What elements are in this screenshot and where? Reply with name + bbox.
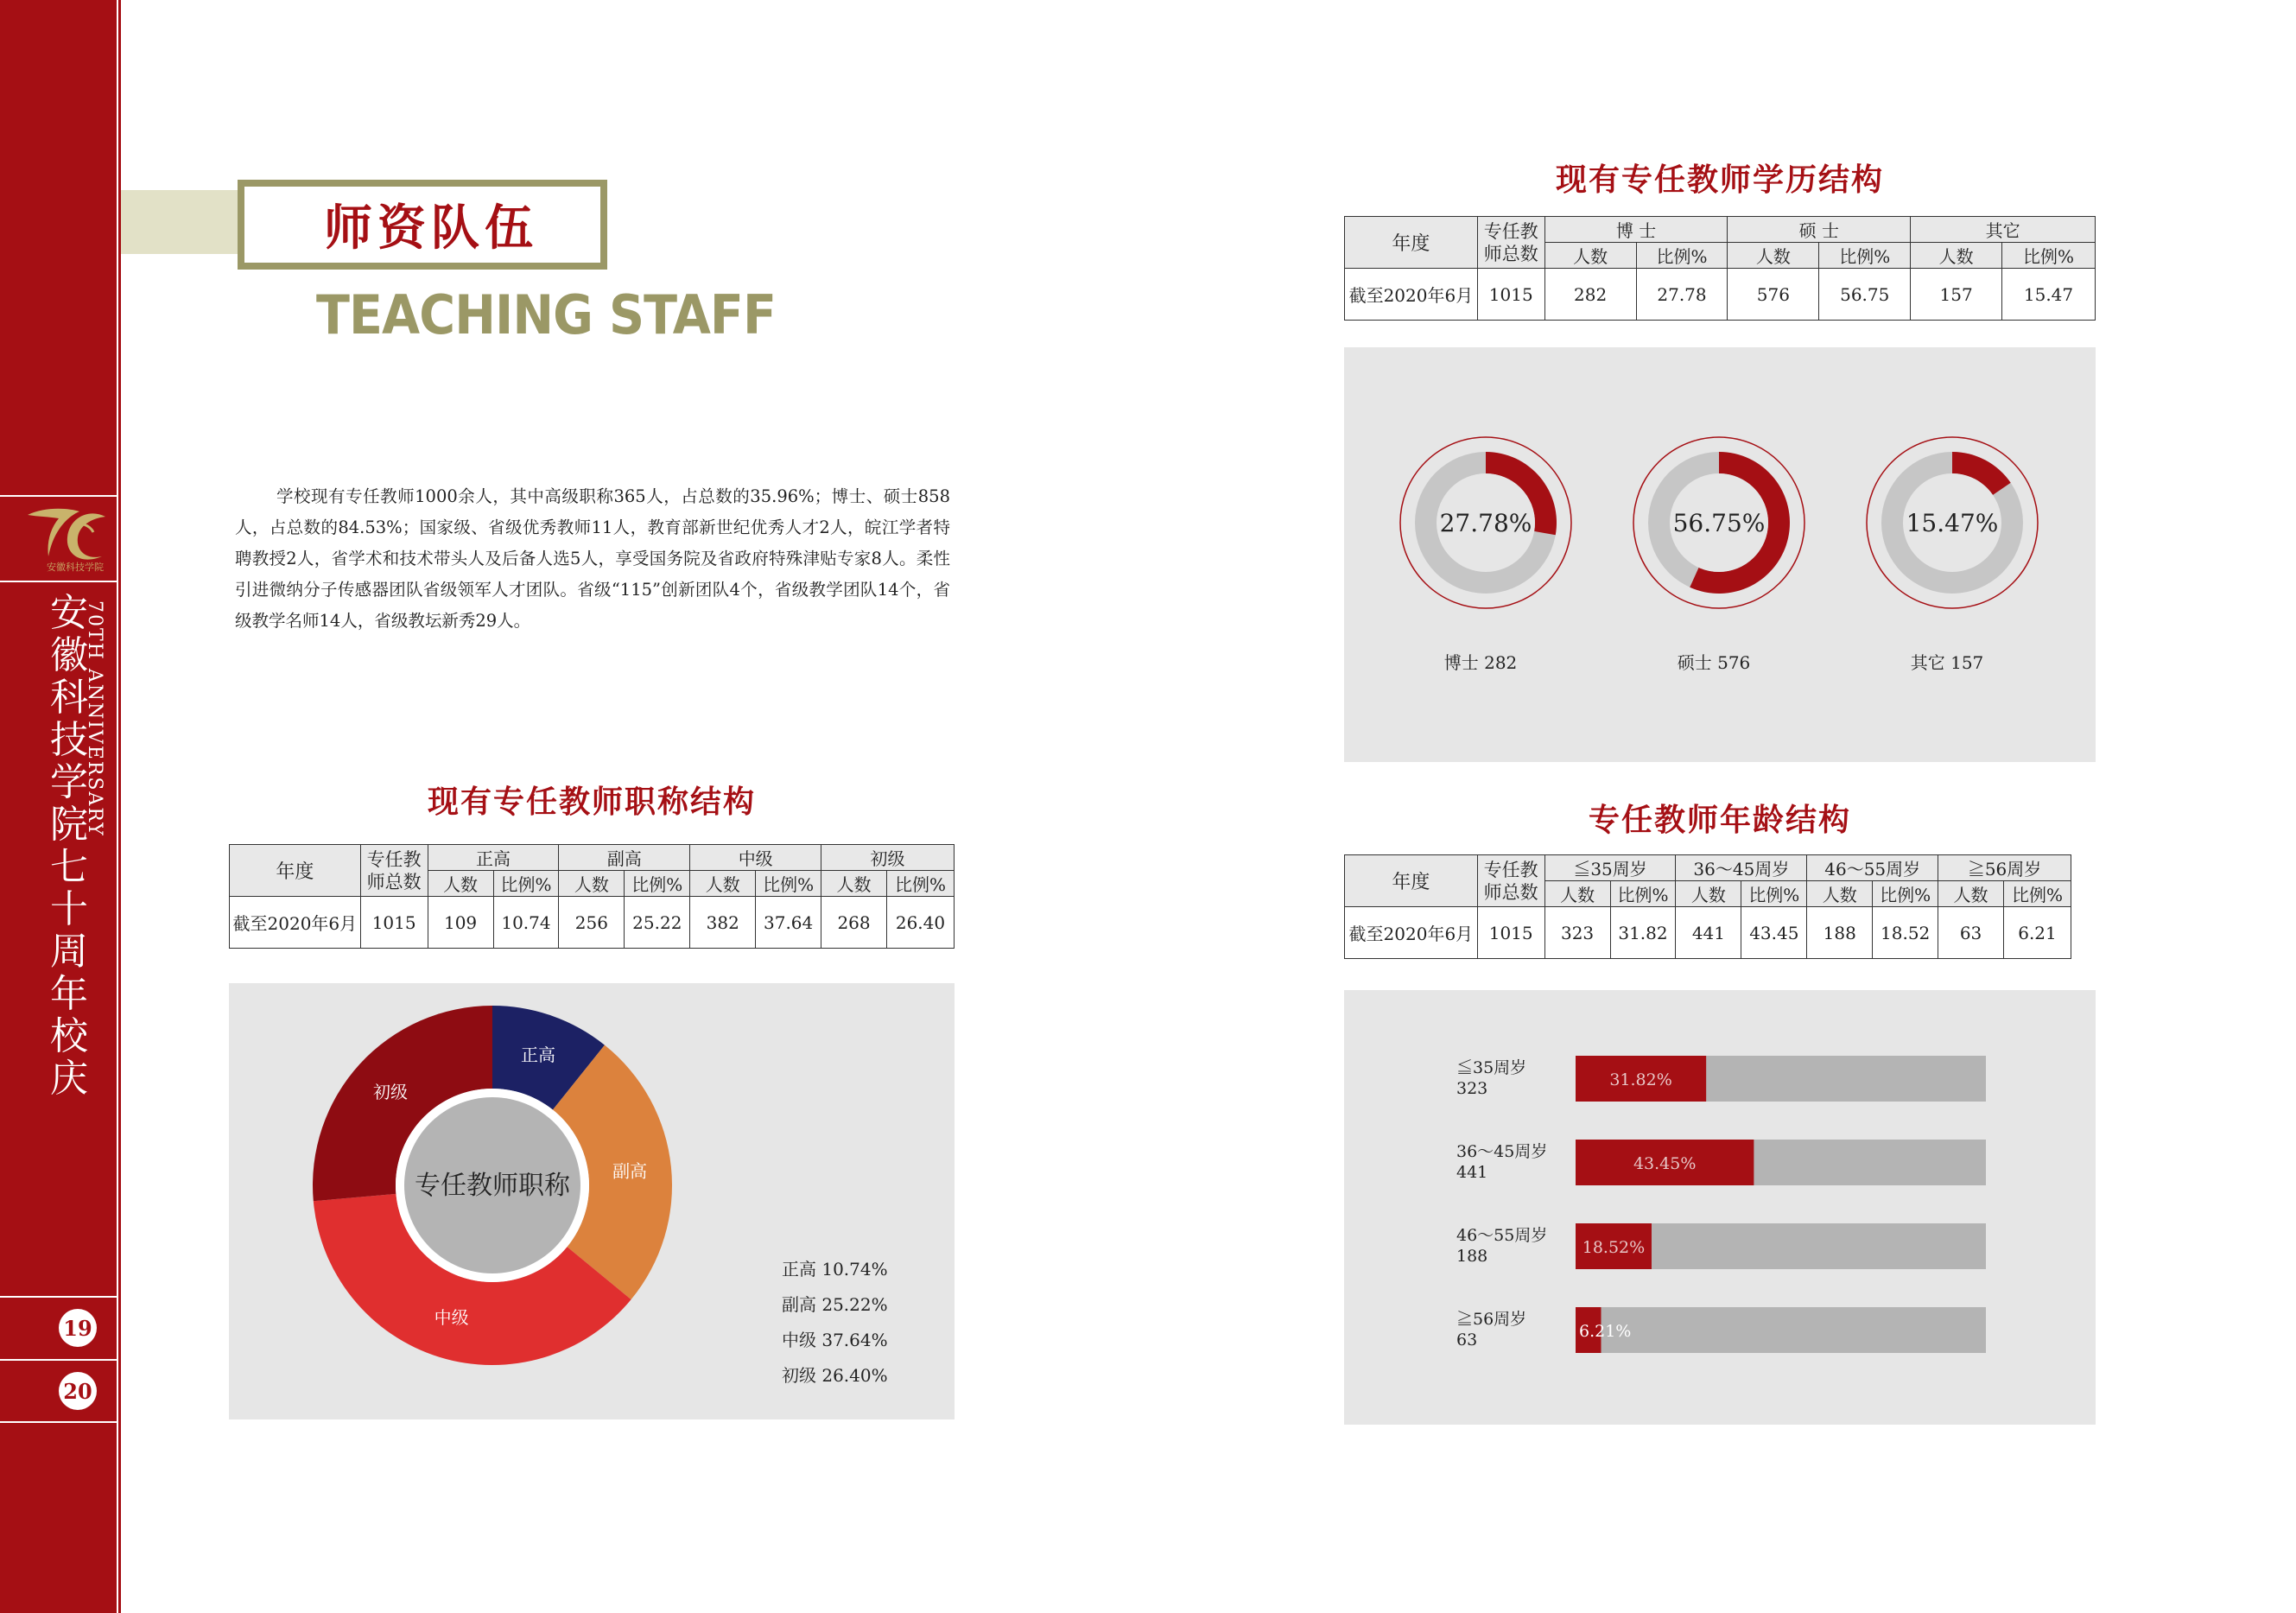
- page-title: 师资队伍: [324, 200, 538, 257]
- cell-ratio: 25.22: [625, 897, 690, 949]
- col-year: 年度: [230, 845, 361, 897]
- cell-ratio: 18.52: [1873, 907, 1938, 959]
- cell-ratio: 56.75: [1819, 269, 1911, 321]
- sub-header-ratio: 比例%: [1873, 881, 1938, 907]
- bar-category-label: ≦35周岁: [1456, 1058, 1527, 1077]
- title-donut-panel: [229, 983, 955, 1419]
- sub-header-count: 人数: [428, 871, 493, 897]
- sub-header-ratio: 比例%: [2002, 243, 2096, 269]
- cell-ratio: 10.74: [493, 897, 559, 949]
- education-donut-panel: [1344, 347, 2096, 762]
- cell-year: 截至2020年6月: [230, 897, 361, 949]
- sub-header-count: 人数: [1728, 243, 1819, 269]
- sub-header-ratio: 比例%: [1610, 881, 1676, 907]
- donut-caption: 其它 157: [1910, 652, 1984, 673]
- cell-count: 109: [428, 897, 493, 949]
- cell-ratio: 26.40: [887, 897, 955, 949]
- donut-caption: 硕士 576: [1677, 652, 1751, 673]
- cell-total: 1015: [1477, 907, 1544, 959]
- header-title-box: [238, 180, 607, 270]
- sub-header-count: 人数: [690, 871, 756, 897]
- sub-header-ratio: 比例%: [1819, 243, 1911, 269]
- sidebar: [0, 0, 117, 1613]
- group-header: 正高: [428, 845, 559, 871]
- title-structure-table: [229, 844, 955, 949]
- bar-value-label: 6.21%: [1579, 1322, 1632, 1341]
- bar-count-label: 441: [1456, 1163, 1488, 1182]
- group-header: 中级: [690, 845, 821, 871]
- cell-count: 268: [821, 897, 887, 949]
- page-title-en: TEACHING STAFF: [316, 283, 777, 346]
- bar-category-label: ≧56周岁: [1456, 1310, 1527, 1329]
- bar-count-label: 188: [1456, 1247, 1488, 1266]
- legend-item: 副高 25.22%: [782, 1294, 888, 1315]
- col-total: 专任教师总数: [360, 845, 428, 897]
- bar-value-label: 18.52%: [1582, 1238, 1646, 1257]
- age-structure-table: [1344, 854, 2071, 959]
- cell-ratio: 43.45: [1741, 907, 1807, 959]
- sub-header-ratio: 比例%: [493, 871, 559, 897]
- bar-category-label: 36～45周岁: [1456, 1142, 1548, 1161]
- sidebar-divider: [0, 1421, 117, 1423]
- sub-header-ratio: 比例%: [625, 871, 690, 897]
- group-header: 其它: [1911, 217, 2096, 243]
- bar-track: [1576, 1307, 1986, 1353]
- sub-header-ratio: 比例%: [756, 871, 821, 897]
- age-bar-panel: [1344, 990, 2096, 1425]
- sub-header-count: 人数: [1938, 881, 2004, 907]
- sub-header-ratio: 比例%: [2003, 881, 2071, 907]
- intro-paragraph: 学校现有专任教师1000余人，其中高级职称365人，占总数的35.96%；博士、硕士858人，占总数的84.53%；国家级、省级优秀教师11人，教育部新世纪优秀人才2人，皖江学者特聘教授2人，省学术和技术带头人及后备人选5人，享受国务院及省政府特殊津贴专家8人。柔性引进微纳分子传感器团队省级领军人才团队。省级“115”创新团队4个，省级教学团队14个，省级教学名师14人，省级教坛新秀29人。: [235, 486, 950, 631]
- sidebar-divider: [0, 581, 117, 582]
- cell-year: 截至2020年6月: [1345, 269, 1478, 321]
- cell-total: 1015: [1477, 269, 1544, 321]
- cell-ratio: 6.21: [2003, 907, 2071, 959]
- donut-caption: 博士 282: [1443, 652, 1518, 673]
- page-number-right: 20: [59, 1372, 97, 1410]
- slice-label: 副高: [612, 1160, 648, 1182]
- group-header: ≦35周岁: [1544, 855, 1676, 881]
- col-year: 年度: [1345, 217, 1478, 269]
- bar-value-label: 31.82%: [1609, 1070, 1672, 1089]
- sidebar-divider: [0, 1296, 117, 1298]
- sidebar-divider: [0, 1359, 117, 1361]
- age-structure-heading: 专任教师年龄结构: [1588, 802, 1851, 838]
- cell-year: 截至2020年6月: [1345, 907, 1478, 959]
- col-total: 专任教师总数: [1477, 855, 1544, 907]
- cell-ratio: 31.82: [1610, 907, 1676, 959]
- donut-percent-label: 27.78%: [1439, 509, 1532, 537]
- education-donut-chart: [1344, 347, 2096, 762]
- group-header: 初级: [821, 845, 955, 871]
- cell-count: 282: [1544, 269, 1636, 321]
- table-row: [1345, 269, 2096, 321]
- legend-item: 正高 10.74%: [782, 1259, 888, 1280]
- sub-header-count: 人数: [1807, 881, 1873, 907]
- cell-total: 1015: [360, 897, 428, 949]
- slice-label: 中级: [434, 1306, 469, 1328]
- cell-count: 323: [1544, 907, 1610, 959]
- slice-label: 正高: [520, 1045, 555, 1066]
- bar-count-label: 63: [1456, 1330, 1478, 1349]
- cell-count: 382: [690, 897, 756, 949]
- bar-value-label: 43.45%: [1633, 1154, 1697, 1173]
- sidebar-divider: [0, 495, 117, 497]
- sub-header-count: 人数: [1544, 881, 1610, 907]
- sub-header-count: 人数: [559, 871, 625, 897]
- col-total: 专任教师总数: [1477, 217, 1544, 269]
- table-row: [1345, 907, 2071, 959]
- title-donut-chart: [229, 983, 955, 1419]
- cell-ratio: 37.64: [756, 897, 821, 949]
- legend-item: 中级 37.64%: [782, 1330, 888, 1350]
- cell-count: 63: [1938, 907, 2004, 959]
- sidebar-title-en: 70TH ANNIVERSARY: [84, 600, 105, 837]
- sub-header-ratio: 比例%: [1741, 881, 1807, 907]
- cell-ratio: 15.47: [2002, 269, 2096, 321]
- education-structure-table: [1344, 216, 2096, 321]
- slice-label: 初级: [372, 1081, 408, 1102]
- sub-header-ratio: 比例%: [1636, 243, 1728, 269]
- group-header: 副高: [559, 845, 690, 871]
- title-structure-heading: 现有专任教师职称结构: [427, 784, 756, 820]
- cell-count: 188: [1807, 907, 1873, 959]
- sub-header-count: 人数: [1911, 243, 2002, 269]
- donut-center-label: 专任教师职称: [415, 1171, 570, 1201]
- cell-ratio: 27.78: [1636, 269, 1728, 321]
- bar-count-label: 323: [1456, 1079, 1488, 1098]
- sidebar-title-cn: 安徽科技学院七十周年校庆: [50, 591, 88, 1101]
- group-header: 46～55周岁: [1807, 855, 1938, 881]
- sub-header-count: 人数: [1676, 881, 1741, 907]
- cell-count: 441: [1676, 907, 1741, 959]
- table-row: [230, 897, 955, 949]
- legend-item: 初级 26.40%: [782, 1365, 888, 1386]
- page-number-left: 19: [59, 1309, 97, 1347]
- sub-header-ratio: 比例%: [887, 871, 955, 897]
- group-header: 硕 士: [1728, 217, 1911, 243]
- sub-header-count: 人数: [821, 871, 887, 897]
- group-header: 博 士: [1544, 217, 1728, 243]
- cell-count: 157: [1911, 269, 2002, 321]
- sub-header-count: 人数: [1544, 243, 1636, 269]
- col-year: 年度: [1345, 855, 1478, 907]
- donut-percent-label: 15.47%: [1906, 509, 1999, 537]
- bar-category-label: 46～55周岁: [1456, 1226, 1548, 1245]
- cell-count: 256: [559, 897, 625, 949]
- age-bar-chart: [1344, 990, 2096, 1425]
- logo-caption: 安徽科技学院: [47, 562, 104, 573]
- group-header: ≧56周岁: [1938, 855, 2071, 881]
- group-header: 36～45周岁: [1676, 855, 1807, 881]
- donut-percent-label: 56.75%: [1672, 509, 1766, 537]
- education-structure-heading: 现有专任教师学历结构: [1555, 162, 1884, 198]
- cell-count: 576: [1728, 269, 1819, 321]
